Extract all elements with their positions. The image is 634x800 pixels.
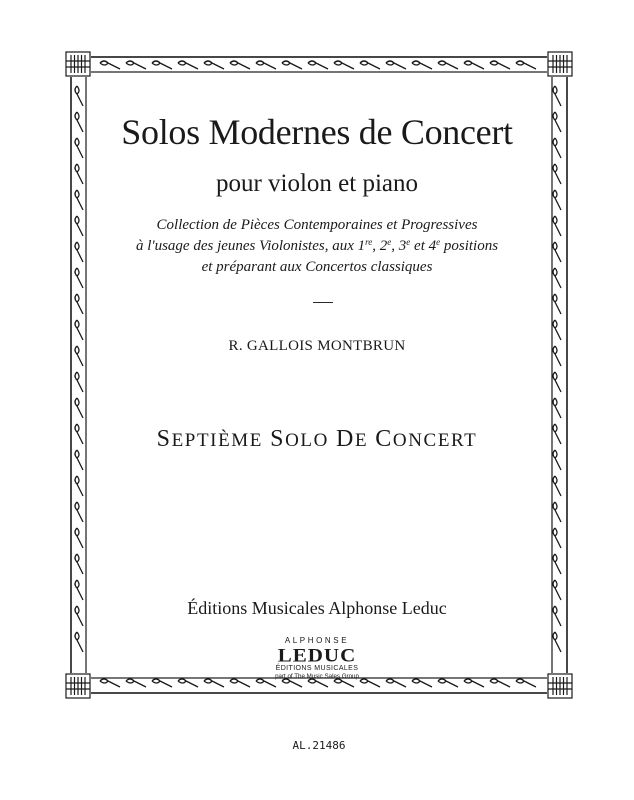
border-motif [100, 679, 120, 687]
border-motif [178, 679, 198, 687]
border-motif [204, 679, 224, 687]
composer-name: R. GALLOIS MONTBRUN [228, 338, 406, 354]
border-motif [75, 372, 83, 392]
logo-main-text: LEDUC [277, 644, 357, 666]
border-motif [438, 679, 458, 687]
border-motif [256, 61, 276, 69]
border-motif [553, 476, 561, 496]
border-motif [553, 372, 561, 392]
border-motif [553, 398, 561, 418]
border-motif [204, 61, 224, 69]
border-motif [282, 61, 302, 69]
border-motif [360, 61, 380, 69]
piece-title: SEPTIÈME SOLO DE CONCERT [156, 426, 478, 452]
logo-sub-text: ÉDITIONS MUSICALES [275, 665, 359, 672]
border-motif [75, 502, 83, 522]
border-motif [464, 61, 484, 69]
border-motif [100, 61, 120, 69]
border-motif [75, 398, 83, 418]
border-motif [178, 61, 198, 69]
border-motif [553, 554, 561, 574]
border-motif [126, 679, 146, 687]
border-motif [553, 294, 561, 314]
page-title: Solos Modernes de Concert [121, 112, 513, 152]
border-motif [553, 502, 561, 522]
border-motif [75, 528, 83, 548]
border-motif [490, 61, 510, 69]
border-motif [334, 61, 354, 69]
description-line-2: à l'usage des jeunes Violonistes, aux 1re, 2e, 3e et 4e positions [135, 237, 499, 254]
logo-top-text: ALPHONSE [284, 636, 350, 645]
separator-rule [313, 302, 333, 303]
border-motif [438, 61, 458, 69]
logo-group-text: part of The Music Sales Group [275, 673, 359, 680]
border-motif [412, 61, 432, 69]
page-subtitle: pour violon et piano [215, 170, 419, 197]
border-motif [516, 679, 536, 687]
border-motif [230, 679, 250, 687]
border-motif [553, 86, 561, 106]
border-motif [553, 632, 561, 652]
border-motif [75, 294, 83, 314]
border-motif [152, 61, 172, 69]
border-motif [464, 679, 484, 687]
border-motif [490, 679, 510, 687]
description-line-1: Collection de Pièces Contemporaines et Progressives [156, 217, 478, 233]
border-motif [412, 679, 432, 687]
publisher-logo [264, 636, 370, 688]
border-motif [152, 679, 172, 687]
border-motif [308, 61, 328, 69]
border-motif [553, 528, 561, 548]
publisher-name: Éditions Musicales Alphonse Leduc [187, 598, 447, 618]
border-inner-line [86, 72, 552, 678]
description-line-3: et préparant aux Concertos classiques [201, 259, 433, 275]
border-motif [75, 476, 83, 496]
border-motif [75, 86, 83, 106]
border-motif [386, 61, 406, 69]
catalog-number: AL.21486 [292, 739, 346, 752]
border-motif [386, 679, 406, 687]
border-motif [126, 61, 146, 69]
border-motif [75, 632, 83, 652]
border-motif [516, 61, 536, 69]
border-motif [230, 61, 250, 69]
border-motif [75, 554, 83, 574]
